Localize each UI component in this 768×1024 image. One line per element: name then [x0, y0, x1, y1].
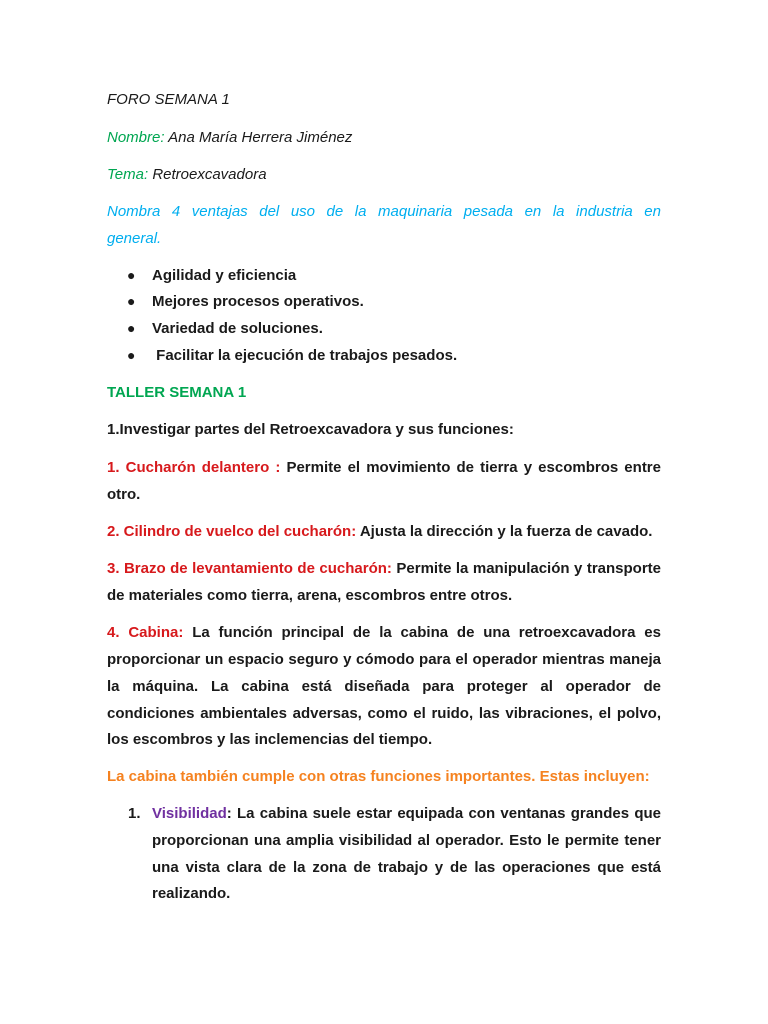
funcion-1-label: Visibilidad — [152, 805, 227, 822]
bullet-icon: ● — [127, 347, 136, 363]
ventaja-item: Mejores procesos operativos. — [152, 293, 364, 310]
funcion-1-line-1 — [152, 800, 661, 827]
nombre-label: Nombre: — [107, 129, 165, 146]
parte-3-label: 3. Brazo de levantamiento de cucharón: — [107, 560, 392, 577]
ventaja-item: Agilidad y eficiencia — [152, 267, 297, 284]
tema-value: Retroexcavadora — [152, 166, 267, 183]
parte-2-line-1 — [107, 518, 661, 545]
funcion-1-line-2: proporcionan una amplia visibilidad al operador. Esto le permite tener — [152, 832, 661, 849]
parte-4-line-4: condiciones ambientales adversas, como el ruido, las vibraciones, el polvo, — [107, 705, 661, 722]
bullet-icon: ● — [127, 320, 136, 336]
ventaja-item: Facilitar la ejecución de trabajos pesados. — [152, 347, 458, 364]
cabina-intro: La cabina también cumple con otras funciones importantes. Estas incluyen: — [107, 768, 650, 785]
parte-1-line-2: otro. — [107, 486, 141, 503]
taller-title: TALLER SEMANA 1 — [107, 384, 247, 401]
funcion-1-line-4: realizando. — [152, 885, 231, 902]
parte-1-line-1 — [107, 454, 661, 481]
foro-title — [107, 86, 661, 113]
ventaja-item: Variedad de soluciones. — [152, 320, 323, 337]
parte-3-text: Permite la manipulación y transporte — [391, 560, 662, 577]
parte-3-line-2: de materiales como tierra, arena, escombros entre otros. — [107, 587, 513, 604]
question-line-1: Nombra 4 ventajas del uso de la maquinaria pesada en la industria en — [107, 203, 661, 220]
parte-2-label: 2. Cilindro de vuelco del cucharón: — [107, 523, 357, 540]
parte-2-text: Ajusta la dirección y la fuerza de cavado. — [356, 523, 653, 540]
funcion-1-number: 1. — [128, 805, 141, 822]
parte-4-line-2: proporcionar un espacio seguro y cómodo para el operador mientras maneja — [107, 651, 661, 668]
parte-4-label: 4. Cabina: — [107, 624, 184, 641]
nombre-line — [107, 124, 661, 151]
parte-3-line-1 — [107, 555, 661, 582]
funcion-1-line-3: una vista clara de la zona de trabajo y de las operaciones que está — [152, 859, 661, 876]
parte-4-line-1 — [107, 619, 661, 646]
funcion-1-text: : La cabina suele estar equipada con ventanas grandes que — [226, 805, 661, 822]
parte-1-label: 1. Cucharón delantero : — [107, 459, 281, 476]
parte-1-text: Permite el movimiento de tierra y escombros entre — [280, 459, 661, 476]
foro-title-text: FORO SEMANA 1 — [107, 91, 230, 108]
tema-label: Tema: — [107, 166, 149, 183]
bullet-icon: ● — [127, 293, 136, 309]
parte-4-text: La función principal de la cabina de una retroexcavadora es — [183, 624, 661, 641]
question-line-2: general. — [107, 230, 162, 247]
tema-line — [107, 161, 661, 188]
parte-4-line-3: la máquina. La cabina está diseñada para proteger al operador de — [107, 678, 661, 695]
nombre-value: Ana María Herrera Jiménez — [168, 129, 353, 146]
taller-instruction: 1.Investigar partes del Retroexcavadora y sus funciones: — [107, 421, 514, 438]
parte-4-line-5: los escombros y las inclemencias del tiempo. — [107, 731, 433, 748]
bullet-icon: ● — [127, 267, 136, 283]
